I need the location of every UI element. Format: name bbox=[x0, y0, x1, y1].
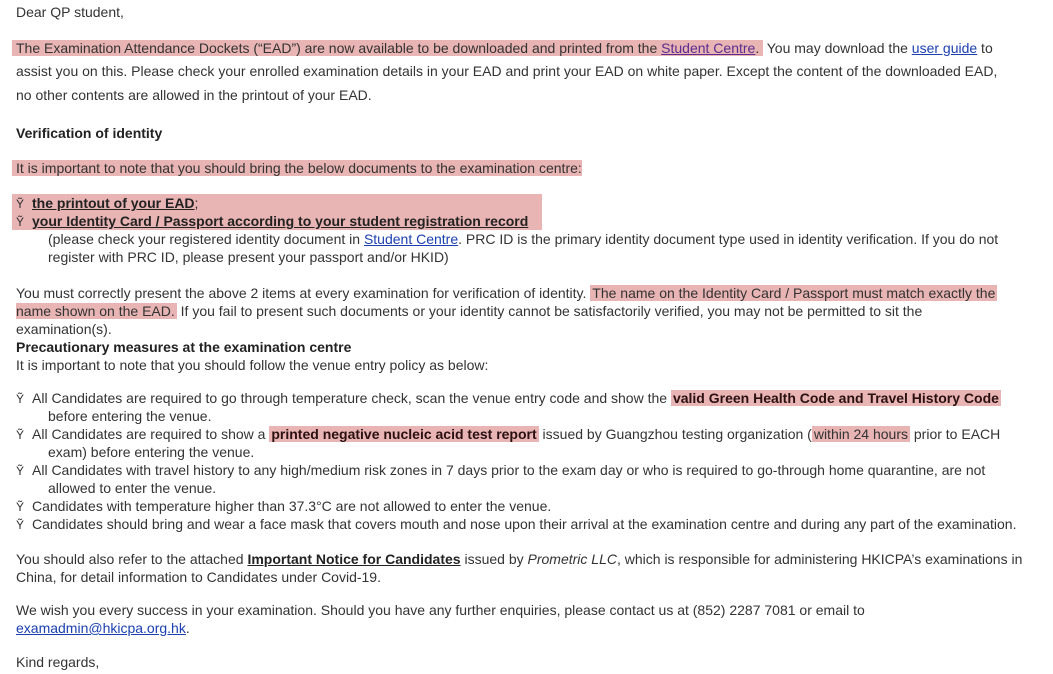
student-centre-link[interactable]: Student Centre bbox=[661, 40, 756, 56]
measure-item-3: Ỹ All Candidates with travel history to any high/medium risk zones in 7 days prior to the exam day or who is required to go-through home quarantine, are not bbox=[16, 462, 986, 478]
ead-printout-line: no other contents are allowed in the printout of your EAD. bbox=[16, 87, 372, 103]
verification-para-line1: You must correctly present the above 2 items at every examination for verification of identity. The name on the Identity Card / Passport must match exactly the bbox=[16, 285, 996, 301]
bullet-icon: Ỹ bbox=[16, 500, 25, 514]
precaution-intro: It is important to note that you should follow the venue entry policy as below: bbox=[16, 357, 489, 373]
green-health-code-highlight: valid Green Health Code and Travel History Code bbox=[672, 390, 999, 406]
measure-item-2: Ỹ All Candidates are required to show a printed negative nucleic acid test report issued by Guangzhou testing organization ( within 24 hours prior to EACH bbox=[16, 426, 1001, 442]
measure-item-4: Ỹ Candidates with temperature higher than 37.3°C are not allowed to enter the venue. bbox=[16, 498, 552, 514]
bullet-icon: Ỹ bbox=[16, 518, 25, 532]
identity-note-line-2: register with PRC ID, please present your passport and/or HKID) bbox=[48, 249, 449, 265]
measure-item-1-cont: before entering the venue. bbox=[48, 408, 212, 424]
greeting: Dear QP student, bbox=[16, 4, 124, 20]
measure-item-3-cont: allowed to enter the venue. bbox=[48, 480, 217, 496]
important-notice-link[interactable]: Important Notice for Candidates bbox=[247, 551, 461, 567]
name-match-highlight-2: name shown on the EAD. bbox=[16, 303, 175, 319]
identity-note-line: (please check your registered identity document in Student Centre. PRC ID is the primary identity document type used in identity verification. If you do not bbox=[48, 231, 999, 247]
contact-para-line1: We wish you every success in your examination. Should you have any further enquiries, please contact us at (852) 2287 7081 or email to bbox=[16, 602, 865, 618]
precaution-heading: Precautionary measures at the examination centre bbox=[16, 339, 352, 355]
measure-item-1: Ỹ All Candidates are required to go through temperature check, scan the venue entry code and show the valid Green Health Code and Travel History Code bbox=[16, 390, 999, 406]
measure-item-2-cont: exam) before entering the venue. bbox=[48, 444, 255, 460]
ead-instructions-line: assist you on this. Please check your enrolled examination details in your EAD and print your EAD on white paper. Except the content of the downloaded EAD, bbox=[16, 63, 998, 79]
nucleic-test-highlight: printed negative nucleic acid test report bbox=[271, 426, 537, 442]
bullet-icon: Ỹ bbox=[16, 428, 25, 442]
verification-heading: Verification of identity bbox=[16, 125, 163, 141]
name-match-highlight: The name on the Identity Card / Passport must match exactly the bbox=[592, 285, 996, 301]
bullet-icon: Ỹ bbox=[16, 215, 25, 229]
measure-item-5: Ỹ Candidates should bring and wear a face mask that covers mouth and nose upon their arrival at the examination centre and during any part of the examination. bbox=[16, 516, 1017, 532]
email-link[interactable]: examadmin@hkicpa.org.hk bbox=[16, 620, 186, 636]
important-note: It is important to note that you should bring the below documents to the examination centre: bbox=[12, 159, 582, 177]
contact-para-line2: examadmin@hkicpa.org.hk. bbox=[16, 620, 190, 636]
doc-item-ead: Ỹ the printout of your EAD; bbox=[16, 195, 199, 211]
bullet-icon: Ỹ bbox=[16, 197, 25, 211]
student-centre-link-2[interactable]: Student Centre bbox=[363, 231, 459, 247]
bullet-icon: Ỹ bbox=[16, 464, 25, 478]
ead-available-line: The Examination Attendance Dockets (“EAD”) are now available to be downloaded and printed from the Student Centre. You may download the user guide to bbox=[12, 39, 993, 57]
closing: Kind regards, bbox=[16, 654, 100, 670]
notice-para-line2: China, for detail information to Candidates under Covid-19. bbox=[16, 569, 381, 585]
notice-para-line1: You should also refer to the attached Important Notice for Candidates issued by Prometric LLC, which is responsible for administering HKICPA’s examinations in bbox=[16, 551, 1023, 567]
user-guide-link[interactable]: user guide bbox=[911, 40, 978, 56]
bullet-icon: Ỹ bbox=[16, 392, 25, 406]
verification-para-line2: name shown on the EAD. If you fail to present such documents or your identity cannot be satisfactorily verified, you may not be permitted to sit the bbox=[16, 303, 923, 319]
verification-para-line3: examination(s). bbox=[16, 321, 112, 337]
within-24-hours-highlight: within 24 hours bbox=[813, 426, 908, 442]
doc-item-identity: Ỹ your Identity Card / Passport according to your student registration record bbox=[16, 213, 529, 229]
ead-available-highlight: The Examination Attendance Dockets (“EAD”) are now available to be downloaded and printed from the Student Centre. bbox=[12, 40, 763, 56]
